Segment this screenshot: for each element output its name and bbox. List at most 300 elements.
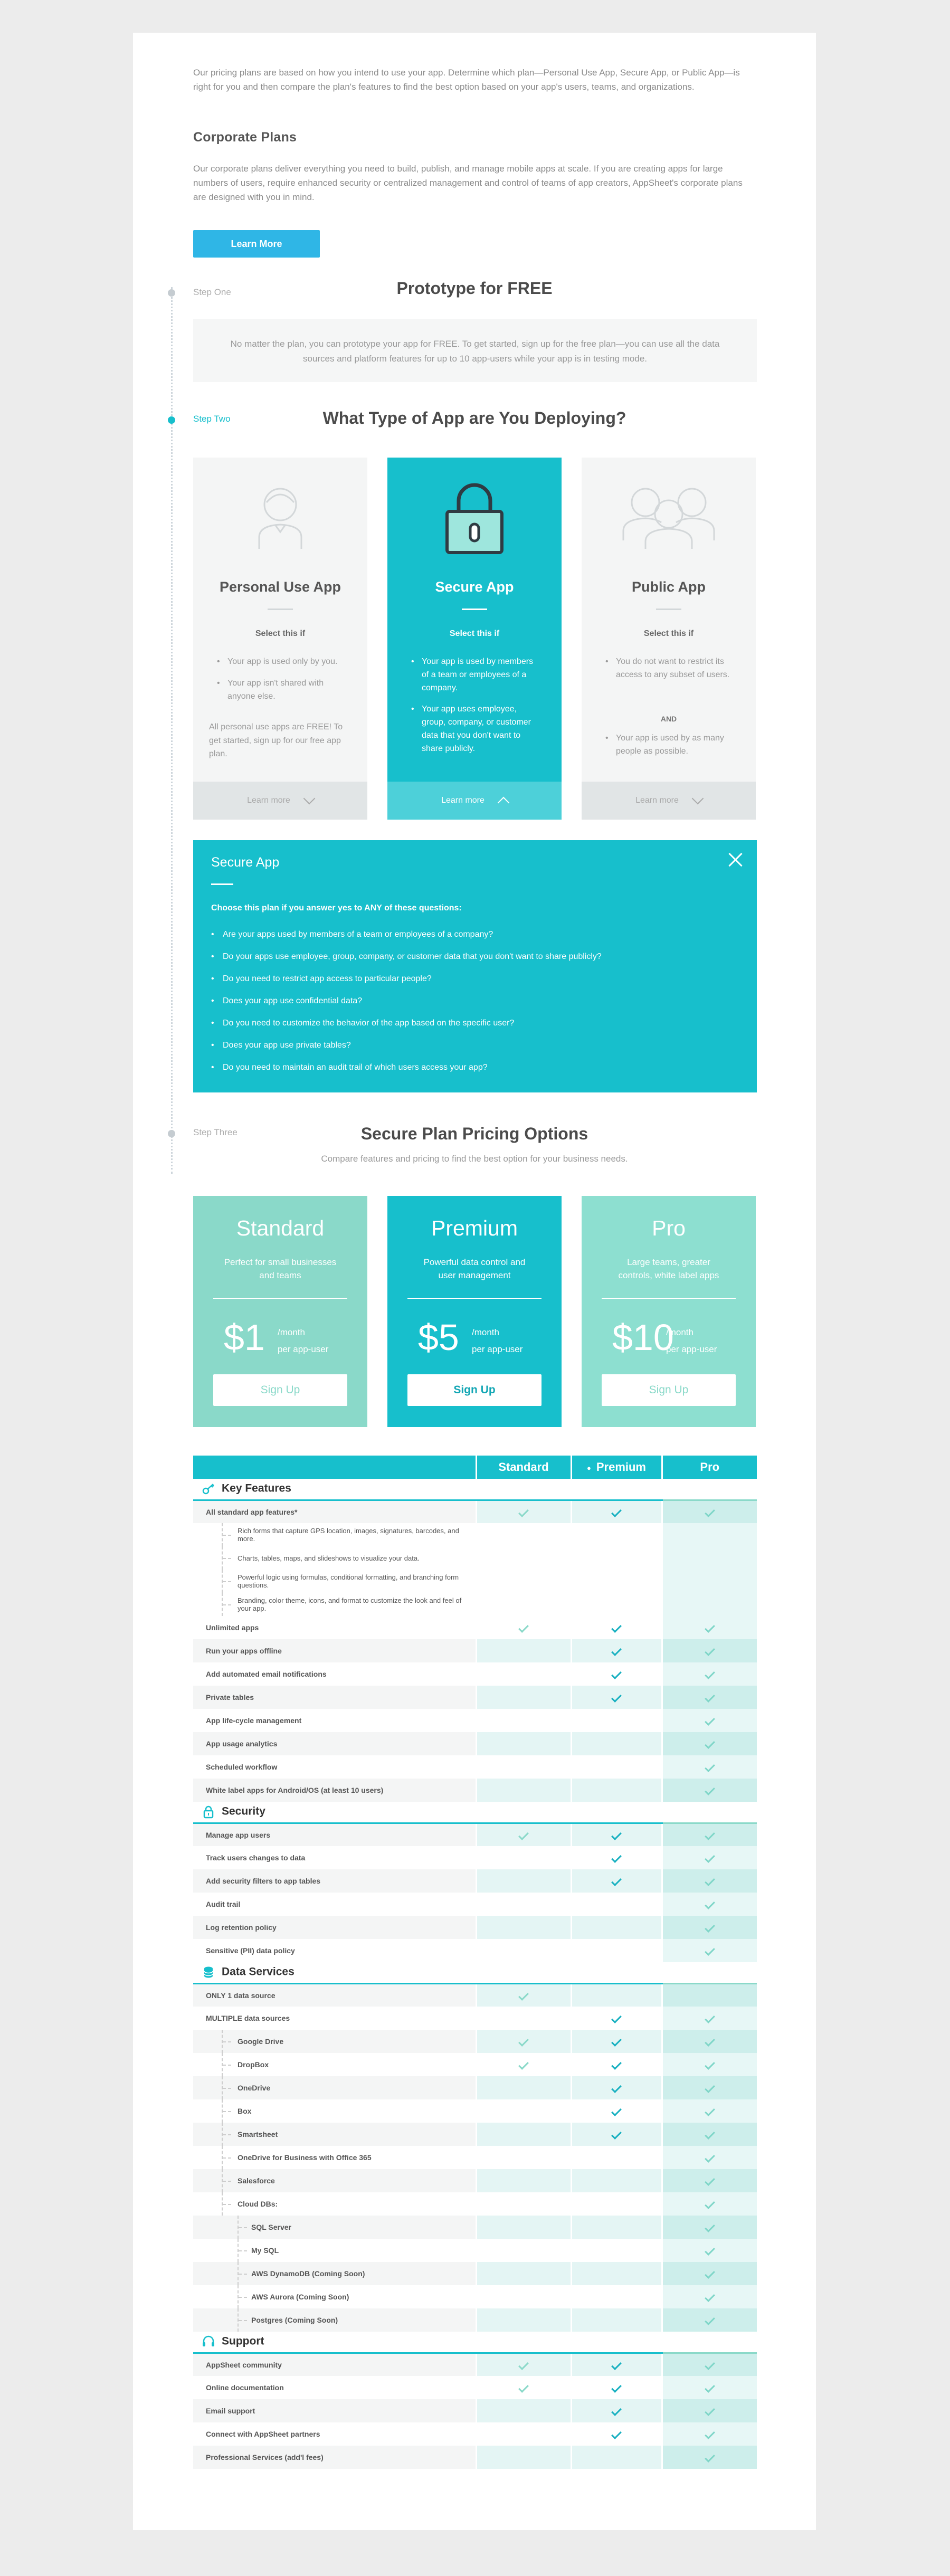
plan-cell <box>662 2285 757 2308</box>
empty-cell <box>571 1570 662 1593</box>
plan-cell <box>476 2446 571 2469</box>
plan-cell <box>476 1846 571 1869</box>
card-title: Public App <box>632 579 706 595</box>
plan-cell <box>571 1662 662 1686</box>
lock-icon <box>202 1805 215 1819</box>
group-icon <box>621 481 716 550</box>
section-header-row <box>193 2332 757 2353</box>
section-header-cell <box>662 1479 757 1500</box>
step-one-title: Prototype for FREE <box>396 279 553 298</box>
card-learn-more[interactable] <box>582 782 756 820</box>
plan-cell <box>571 1779 662 1802</box>
learn-more-button[interactable]: Learn More <box>193 230 320 258</box>
card-learn-more[interactable] <box>193 782 367 820</box>
check-icon <box>705 1715 715 1726</box>
check-icon <box>518 1990 529 2001</box>
plan-cell <box>662 1893 757 1916</box>
premium-column-header: ● Premium <box>571 1456 662 1479</box>
feature-label: Audit trail <box>206 1900 241 1908</box>
plan-price-per-user: per app-user <box>472 1344 523 1355</box>
plan-cell <box>571 2146 662 2169</box>
table-row <box>193 2353 757 2376</box>
table-row <box>193 2030 757 2053</box>
empty-cell <box>571 1593 662 1616</box>
plan-cell <box>571 2099 662 2123</box>
card-title: Personal Use App <box>219 579 341 595</box>
plan-cell <box>476 2239 571 2262</box>
plan-cell <box>662 2099 757 2123</box>
check-icon <box>705 1945 715 1956</box>
section-header-row <box>193 1802 757 1823</box>
select-label: Select this if <box>643 629 694 638</box>
table-row <box>193 1916 757 1939</box>
section-header-cell <box>571 2332 662 2353</box>
feature-label: Manage app users <box>193 1823 476 1846</box>
check-icon <box>611 1830 622 1840</box>
feature-label: Unlimited apps <box>206 1623 259 1632</box>
table-row <box>193 1662 757 1686</box>
plan-cell <box>662 1686 757 1709</box>
feature-label: Salesforce <box>193 2169 476 2192</box>
plan-cell <box>662 2376 757 2399</box>
table-row <box>193 1939 757 1962</box>
plan-divider <box>602 1298 736 1299</box>
plan-cell <box>476 1709 571 1732</box>
premium-sign-up-button[interactable]: Sign Up <box>407 1374 542 1406</box>
detail-divider <box>211 883 233 885</box>
feature-label: Postgres (Coming Soon) <box>193 2308 476 2332</box>
step-three-label: Step Three <box>193 1127 238 1137</box>
plan-cell <box>662 2308 757 2332</box>
plan-cell <box>476 2192 571 2216</box>
feature-label: Email support <box>193 2399 476 2422</box>
section-header-row <box>193 1962 757 1983</box>
plan-cell <box>476 2422 571 2446</box>
plan-cell <box>571 1916 662 1939</box>
check-icon <box>705 2199 715 2209</box>
check-icon <box>611 1646 622 1656</box>
plan-cell <box>662 1709 757 1732</box>
public-app-card[interactable] <box>582 458 756 820</box>
plan-name: Pro <box>652 1216 686 1240</box>
plan-cell <box>476 1755 571 1779</box>
table-row <box>193 1500 757 1523</box>
plan-price: $5 <box>418 1317 459 1358</box>
check-icon <box>611 2059 622 2070</box>
plan-cell <box>571 2076 662 2099</box>
plan-cell <box>571 2239 662 2262</box>
table-row <box>193 2239 757 2262</box>
plan-cell <box>476 1893 571 1916</box>
plan-price-per-month: /month <box>278 1327 305 1337</box>
plan-cell <box>571 1732 662 1755</box>
premium-plan-card <box>387 1196 562 1427</box>
feature-label: Cloud DBs: <box>193 2192 476 2216</box>
plan-cell <box>571 2308 662 2332</box>
section-header-cell <box>662 1962 757 1983</box>
plan-cell <box>476 2030 571 2053</box>
plan-cell <box>476 2007 571 2030</box>
plan-cell <box>662 1779 757 1802</box>
corporate-paragraph: Our corporate plans deliver everything you need to build, publish, and manage mobile apps at scale. If you are creating apps for large numbers of users, require enhanced security or centralized management and control of teams of app creators, AppSheet's corporate plans are designed with you in mind. <box>193 164 743 203</box>
check-icon <box>611 1622 622 1633</box>
plan-price-per-month: /month <box>472 1327 499 1337</box>
plan-cell <box>476 1616 571 1639</box>
empty-cell <box>476 1593 571 1616</box>
database-icon <box>202 1965 215 1979</box>
card-divider <box>268 609 293 610</box>
check-icon <box>611 2382 622 2393</box>
plan-cell <box>571 1893 662 1916</box>
plan-cell <box>476 2262 571 2285</box>
table-row <box>193 1639 757 1662</box>
plan-cell <box>571 1500 662 1523</box>
plan-cell <box>662 2239 757 2262</box>
plan-cell <box>662 1983 757 2007</box>
plan-cell <box>571 2053 662 2076</box>
feature-label: Professional Services (add'l fees) <box>193 2446 476 2469</box>
plan-cell <box>571 2007 662 2030</box>
card-bullet: • You do not want to restrict its access to any subset of users. <box>605 655 735 682</box>
step-three-subtitle: Compare features and pricing to find the best option for your business needs. <box>321 1154 628 1164</box>
section-title <box>193 1479 476 1500</box>
plan-cell <box>476 2399 571 2422</box>
table-row <box>193 1893 757 1916</box>
plan-cell <box>476 1500 571 1523</box>
learn-more-label: Learn more <box>441 796 484 805</box>
key-icon <box>202 1482 215 1496</box>
check-icon <box>611 1692 622 1703</box>
plan-cell <box>662 2262 757 2285</box>
plan-cell <box>476 1939 571 1962</box>
plan-cell <box>662 2192 757 2216</box>
check-icon <box>705 2152 715 2163</box>
check-icon <box>705 1646 715 1656</box>
plan-cell <box>662 1939 757 1962</box>
and-label: AND <box>660 715 677 723</box>
personal-use-app-card[interactable] <box>193 458 367 820</box>
section-header-cell <box>476 2332 571 2353</box>
empty-cell <box>571 1523 662 1546</box>
pricing-page <box>133 33 816 2530</box>
table-row <box>193 2123 757 2146</box>
feature-label: Sensitive (PII) data policy <box>206 1946 295 1955</box>
check-icon <box>705 2268 715 2279</box>
feature-sub-label: Rich forms that capture GPS location, images, signatures, barcodes, and more. <box>193 1523 476 1546</box>
headset-icon <box>202 2335 215 2349</box>
section-title-text: Support <box>222 2335 264 2347</box>
section-header-cell <box>662 2332 757 2353</box>
plan-cell <box>571 1686 662 1709</box>
feature-label: OneDrive <box>193 2076 476 2099</box>
check-icon <box>705 1852 715 1863</box>
section-header-cell <box>476 1479 571 1500</box>
check-icon <box>705 2406 715 2416</box>
section-header-cell <box>476 1802 571 1823</box>
plan-cell <box>571 1709 662 1732</box>
check-icon <box>518 2036 529 2047</box>
card-title: Secure App <box>435 579 514 595</box>
table-row <box>193 2099 757 2123</box>
check-icon <box>611 2106 622 2116</box>
check-icon <box>705 2083 715 2093</box>
section-header-cell <box>662 1802 757 1823</box>
feature-label: Scheduled workflow <box>206 1763 278 1771</box>
check-icon <box>705 2059 715 2070</box>
plan-cell <box>476 2353 571 2376</box>
standard-sign-up-button[interactable]: Sign Up <box>213 1374 347 1406</box>
plan-cell <box>662 2146 757 2169</box>
check-icon <box>518 1507 529 1517</box>
check-icon <box>611 1876 622 1886</box>
plan-cell <box>662 1869 757 1893</box>
card-bullets <box>411 655 540 764</box>
check-icon <box>705 2292 715 2302</box>
feature-label: AppSheet community <box>193 2353 476 2376</box>
section-title <box>193 1962 476 1983</box>
section-header-row <box>193 1479 757 1500</box>
feature-label: Connect with AppSheet partners <box>206 2430 320 2438</box>
pro-sign-up-button[interactable]: Sign Up <box>602 1374 736 1406</box>
plan-cell <box>476 1779 571 1802</box>
plan-cell <box>571 2216 662 2239</box>
feature-label: Box <box>193 2099 476 2123</box>
feature-label: Add security filters to app tables <box>193 1869 476 1893</box>
chevron-down-icon <box>692 793 704 805</box>
check-icon <box>611 1507 622 1517</box>
table-row <box>193 2192 757 2216</box>
plan-cell <box>662 2446 757 2469</box>
table-row <box>193 2376 757 2399</box>
section-title-text: Security <box>222 1805 265 1818</box>
plan-cell <box>476 2123 571 2146</box>
plan-cell <box>571 1639 662 1662</box>
plan-description: Powerful data control and user management <box>423 1257 526 1280</box>
check-icon <box>705 1785 715 1795</box>
section-header-cell <box>571 1962 662 1983</box>
standard-column-header: Standard <box>476 1456 571 1479</box>
plan-cell <box>571 2169 662 2192</box>
plan-cell <box>476 1916 571 1939</box>
card-divider <box>656 609 681 610</box>
plan-cell <box>571 2123 662 2146</box>
plan-cell <box>662 2076 757 2099</box>
check-icon <box>705 2315 715 2325</box>
plan-cell <box>662 1662 757 1686</box>
plan-cell <box>476 2376 571 2399</box>
table-row <box>193 1779 757 1802</box>
feature-label: Add automated email notifications <box>206 1670 327 1678</box>
plan-cell <box>571 1939 662 1962</box>
check-icon <box>705 1762 715 1772</box>
select-label: Select this if <box>449 629 500 638</box>
plan-cell <box>571 2262 662 2285</box>
plan-price: $1 <box>224 1317 265 1358</box>
check-icon <box>705 2129 715 2140</box>
empty-cell <box>662 1523 757 1546</box>
plan-cell <box>662 1500 757 1523</box>
check-icon <box>705 1622 715 1633</box>
feature-label: Track users changes to data <box>206 1853 306 1862</box>
check-icon <box>705 2382 715 2393</box>
section-header-cell <box>476 1962 571 1983</box>
plan-cell <box>476 1823 571 1846</box>
check-icon <box>518 2382 529 2393</box>
lock-icon <box>444 478 505 555</box>
plan-cell <box>571 2422 662 2446</box>
plan-cell <box>662 1823 757 1846</box>
secure-app-card[interactable] <box>387 458 562 820</box>
table-row <box>193 1732 757 1755</box>
check-icon <box>705 1669 715 1679</box>
plan-cell <box>571 1823 662 1846</box>
card-bullet: • Your app is used only by you. <box>217 655 346 669</box>
table-row <box>193 2216 757 2239</box>
free-prototype-box: No matter the plan, you can prototype your app for FREE. To get started, sign up for the free plan—you can use all the data sources and platform features for up to 10 app-users while your app is in testing mode. <box>193 319 757 382</box>
feature-label: My SQL <box>193 2239 476 2262</box>
table-row <box>193 2053 757 2076</box>
feature-label: SQL Server <box>193 2216 476 2239</box>
list-item: • Does your app use private tables? <box>211 1034 602 1057</box>
section-header-cell <box>571 1802 662 1823</box>
intro-paragraph: Our pricing plans are based on how you intend to use your app. Determine which plan—Personal Use App, Secure App, or Public App—is right for you and then compare the plan's features to find the best option based on your app's users, teams, and organizations. <box>193 68 740 92</box>
plan-description: Large teams, greater controls, white label apps <box>618 1257 719 1280</box>
empty-cell <box>662 1546 757 1570</box>
check-icon <box>518 2059 529 2070</box>
plan-cell <box>476 2169 571 2192</box>
plan-cell <box>662 2123 757 2146</box>
section-title-text: Key Features <box>222 1482 291 1495</box>
feature-label: Log retention policy <box>193 1916 476 1939</box>
table-row <box>193 1709 757 1732</box>
table-row <box>193 1616 757 1639</box>
list-item: • Do you need to restrict app access to particular people? <box>211 968 602 990</box>
step-one-label: Step One <box>193 287 231 297</box>
secure-app-detail-panel <box>193 840 757 1092</box>
feature-sub-label: Charts, tables, maps, and slideshows to visualize your data. <box>193 1546 476 1570</box>
feature-comparison-table <box>193 1456 757 2469</box>
check-icon <box>705 1899 715 1909</box>
plan-cell <box>476 1869 571 1893</box>
plan-divider <box>213 1298 347 1299</box>
feature-label: OneDrive for Business with Office 365 <box>193 2146 476 2169</box>
list-item: • Do you need to customize the behavior of the app based on the specific user? <box>211 1012 602 1034</box>
plan-cell <box>662 1846 757 1869</box>
table-row <box>193 2446 757 2469</box>
feature-label: ONLY 1 data source <box>193 1983 476 2007</box>
table-row <box>193 2169 757 2192</box>
check-icon <box>705 1876 715 1886</box>
check-icon <box>705 2175 715 2186</box>
empty-cell <box>662 1593 757 1616</box>
pro-column-header: Pro <box>662 1456 757 1479</box>
check-icon <box>611 1852 622 1863</box>
card-bullets <box>217 655 346 711</box>
chevron-down-icon <box>303 793 316 805</box>
table-row <box>193 1755 757 1779</box>
section-title <box>193 2332 476 2353</box>
section-header-cell <box>571 1479 662 1500</box>
plan-cell <box>662 2053 757 2076</box>
chevron-up-icon <box>498 797 510 809</box>
plan-cell <box>662 1916 757 1939</box>
check-icon <box>611 2036 622 2047</box>
check-icon <box>705 2429 715 2439</box>
empty-cell <box>571 1546 662 1570</box>
feature-label: Private tables <box>193 1686 476 1709</box>
check-icon <box>705 2360 715 2370</box>
feature-label: All standard app features* <box>193 1500 476 1523</box>
plan-cell <box>476 1983 571 2007</box>
plan-cell <box>662 1639 757 1662</box>
feature-label: AWS DynamoDB (Coming Soon) <box>193 2262 476 2285</box>
empty-cell <box>662 1570 757 1593</box>
feature-column-header <box>193 1456 476 1479</box>
table-row <box>193 1869 757 1893</box>
plan-cell <box>571 2192 662 2216</box>
check-icon <box>705 2013 715 2023</box>
plan-cell <box>476 2099 571 2123</box>
card-learn-more[interactable] <box>387 782 562 820</box>
plan-cell <box>662 1616 757 1639</box>
check-icon <box>705 2106 715 2116</box>
plan-cell <box>571 1846 662 1869</box>
feature-label: DropBox <box>193 2053 476 2076</box>
plan-cell <box>476 2076 571 2099</box>
feature-subrow <box>193 1523 757 1546</box>
plan-cell <box>571 2376 662 2399</box>
check-icon <box>611 2129 622 2140</box>
plan-cell <box>571 2030 662 2053</box>
table-row <box>193 2076 757 2099</box>
plan-cell <box>571 1983 662 2007</box>
plan-cell <box>571 1755 662 1779</box>
table-row <box>193 2146 757 2169</box>
plan-price: $10 <box>612 1317 674 1358</box>
card-bullets <box>605 655 735 690</box>
plan-cell <box>571 2399 662 2422</box>
table-row <box>193 1983 757 2007</box>
step-two-title: What Type of App are You Deploying? <box>322 408 626 427</box>
plan-cell <box>476 2285 571 2308</box>
section-title <box>193 1802 476 1823</box>
empty-cell <box>476 1523 571 1546</box>
check-icon <box>518 1622 529 1633</box>
list-item: • Do you need to maintain an audit trail of which users access your app? <box>211 1057 602 1079</box>
step-three-title: Secure Plan Pricing Options <box>360 1124 588 1143</box>
feature-label: AWS Aurora (Coming Soon) <box>193 2285 476 2308</box>
close-icon[interactable] <box>726 851 744 869</box>
plan-cell <box>476 1639 571 1662</box>
empty-cell <box>476 1546 571 1570</box>
list-item: • Does your app use confidential data? <box>211 990 602 1012</box>
table-row <box>193 2285 757 2308</box>
corporate-title: Corporate Plans <box>193 130 297 145</box>
plan-price-per-user: per app-user <box>278 1344 329 1355</box>
check-icon <box>705 2222 715 2232</box>
plan-cell <box>662 2030 757 2053</box>
standard-plan-card <box>193 1196 367 1427</box>
plan-cell <box>476 1686 571 1709</box>
feature-label: Run your apps offline <box>193 1639 476 1662</box>
card-bullet: • Your app is used by members of a team or employees of a company. <box>411 655 540 695</box>
feature-subrow <box>193 1546 757 1570</box>
feature-label: White label apps for Android/OS (at least 10 users) <box>193 1779 476 1802</box>
plan-cell <box>476 1732 571 1755</box>
check-icon <box>705 1922 715 1933</box>
feature-subrow <box>193 1593 757 1616</box>
empty-cell <box>476 1570 571 1593</box>
